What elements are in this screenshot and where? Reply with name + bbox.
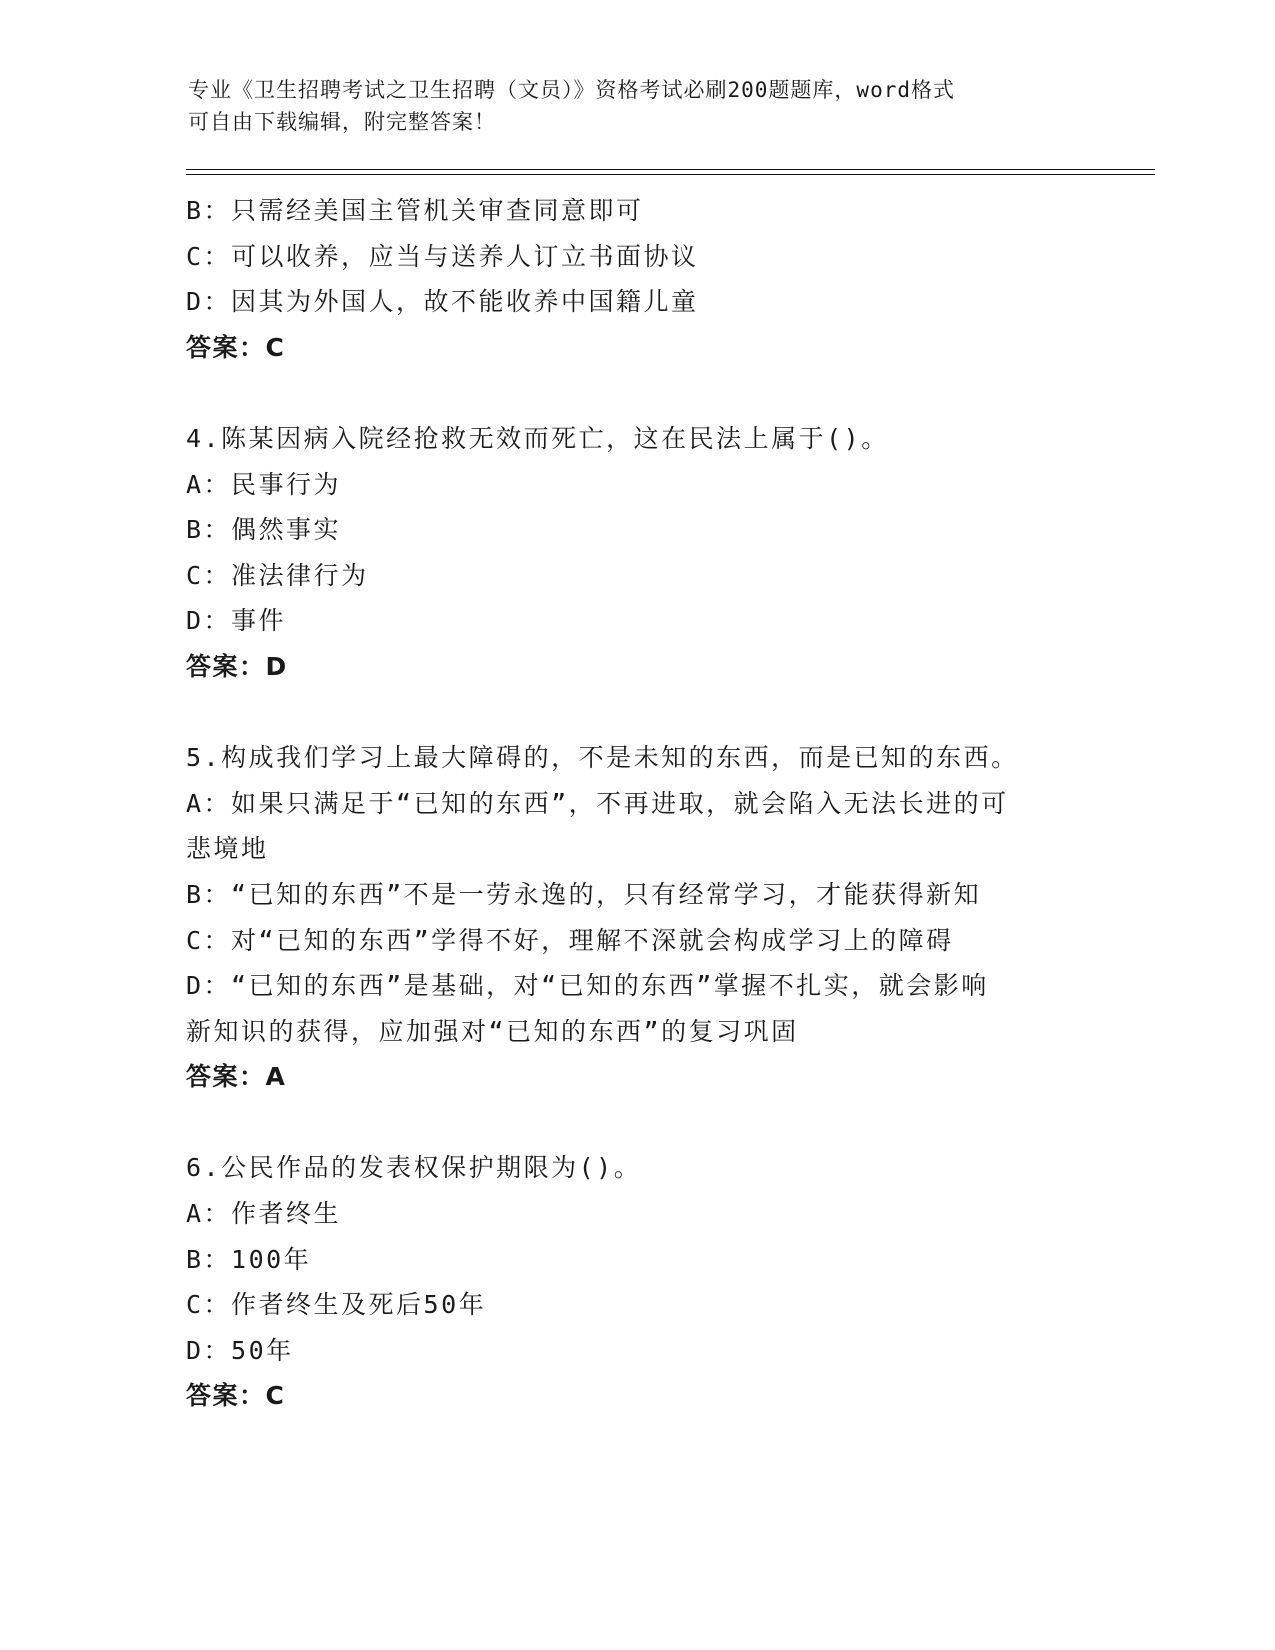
question-block-4 [186, 416, 1086, 690]
question-block-6 [186, 1145, 1086, 1419]
option-d-continued: 新知识的获得，应加强对“已知的东西”的复习巩固 [186, 1016, 799, 1046]
block-spacer [186, 370, 1086, 416]
option-b: B：100年 [186, 1244, 312, 1274]
option-c: C：对“已知的东西”学得不好，理解不深就会构成学习上的障碍 [186, 925, 954, 955]
option-d: D：“已知的东西”是基础，对“已知的东西”掌握不扎实，就会影响 [186, 971, 989, 1001]
question-stem: 5.构成我们学习上最大障碍的，不是未知的东西，而是已知的东西。 [186, 743, 1019, 773]
option-c: C：作者终生及死后50年 [186, 1290, 487, 1320]
answer-label: 答案：D [186, 651, 288, 681]
header-line-1: 专业《卫生招聘考试之卫生招聘（文员）》资格考试必刷200题题库，word格式 [188, 78, 955, 102]
block-spacer [186, 690, 1086, 736]
answer-label: 答案：A [186, 1062, 287, 1092]
option-d: D：事件 [186, 606, 287, 636]
answer-label: 答案：C [186, 1381, 286, 1411]
header-rule-top [186, 169, 1155, 170]
option-c: C：准法律行为 [186, 560, 369, 590]
header-line-2: 可自由下载编辑，附完整答案！ [188, 110, 496, 134]
option-a: A：民事行为 [186, 469, 342, 499]
block-spacer [186, 1100, 1086, 1146]
option-b: B：只需经美国主管机关审查同意即可 [186, 196, 644, 225]
question-block-3 [186, 188, 1086, 370]
option-a: A：作者终生 [186, 1199, 342, 1229]
option-b: B：偶然事实 [186, 515, 342, 545]
question-block-5 [186, 735, 1086, 1100]
question-stem: 6.公民作品的发表权保护期限为()。 [186, 1153, 642, 1183]
document-header [188, 74, 1068, 138]
answer-label: 答案：C [186, 332, 286, 362]
header-rule-bottom [186, 174, 1155, 175]
option-d: D：因其为外国人，故不能收养中国籍儿童 [186, 287, 699, 317]
option-b: B：“已知的东西”不是一劳永逸的，只有经常学习，才能获得新知 [186, 879, 982, 909]
option-a: A：如果只满足于“已知的东西”，不再进取，就会陷入无法长进的可 [186, 788, 1009, 818]
option-a-continued: 悲境地 [186, 834, 269, 864]
option-c: C：可以收养，应当与送养人订立书面协议 [186, 241, 699, 271]
option-d: D：50年 [186, 1335, 294, 1365]
question-stem: 4.陈某因病入院经抢救无效而死亡，这在民法上属于()。 [186, 423, 889, 453]
question-content [186, 188, 1086, 1419]
